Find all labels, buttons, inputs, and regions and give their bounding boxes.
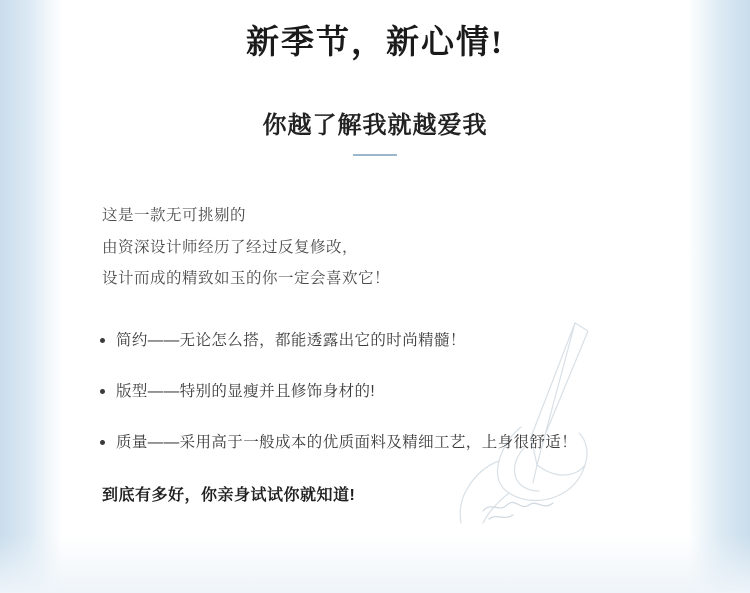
list-item [100,380,680,405]
lead-line: 设计而成的精致如玉的你一定会喜欢它！ [102,270,391,288]
page-subtitle: 你越了解我就越爱我 [262,111,488,139]
lead-line: 这是一款无可挑剔的 [102,206,247,224]
list-item-label: 版型——特别的显瘦并且修饰身材的! [116,382,376,400]
list-item-label: 简约——无论怎么搭，都能透露出它的时尚精髓！ [116,332,466,350]
bullet-dot-icon [100,440,105,445]
feature-list [100,329,680,455]
list-item [100,329,680,354]
title-divider [353,154,397,156]
lead-paragraph [102,200,680,295]
lead-line: 由资深设计师经历了经过反复修改， [102,238,359,256]
bullet-dot-icon [100,338,105,343]
list-item [100,431,680,456]
closing-statement: 到底有多好，你亲身试试你就知道! [102,486,356,504]
page-title: 新季节，新心情! [246,25,504,61]
bullet-dot-icon [100,389,105,394]
list-item-label: 质量——采用高于一般成本的优质面料及精细工艺，上身很舒适！ [116,433,578,451]
